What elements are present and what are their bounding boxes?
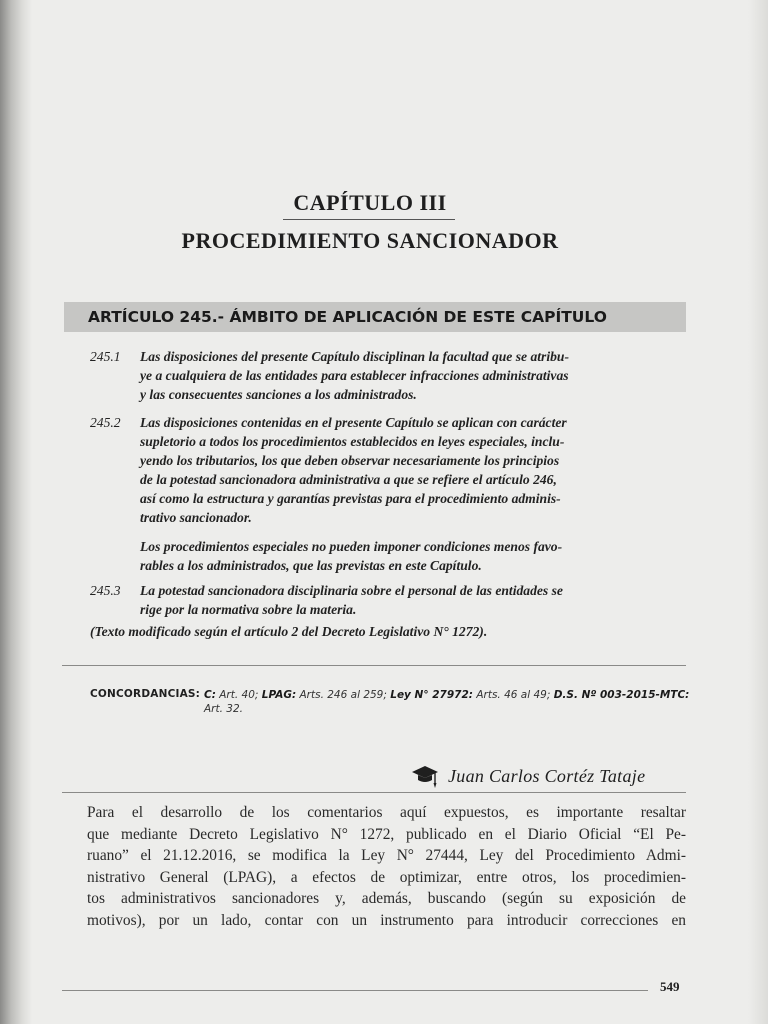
commentary-line: que mediante Decreto Legislativo N° 1272, publicado en el Diario Oficial “El Pe-: [87, 825, 686, 843]
paragraph-number: 245.2: [90, 415, 121, 430]
paragraph-line: de la potestad sancionadora administrativa a que se refiere el artículo 246,: [140, 472, 557, 487]
paragraph-body: [140, 537, 686, 575]
paragraph-245-1: [90, 347, 686, 404]
paragraph-245-3: [90, 581, 686, 619]
paragraph-line: así como la estructura y garantías previstas para el procedimiento adminis-: [140, 491, 561, 506]
page-number: 549: [660, 979, 680, 994]
footer-divider: [62, 990, 648, 991]
paragraph-line: yendo los tributarios, los que deben observar necesariamente los principios: [140, 453, 560, 468]
paragraph-line: supletorio a todos los procedimientos establecidos en leyes especiales, inclu-: [140, 434, 565, 449]
paragraph-body: [140, 347, 686, 404]
paragraph-line: ye a cualquiera de las entidades para establecer infracciones administrativas: [140, 368, 569, 383]
paragraph-line: Las disposiciones contenidas en el presente Capítulo se aplican con carácter: [140, 415, 567, 430]
author-name: Juan Carlos Cortéz Tataje: [448, 766, 646, 786]
paragraph-line: Los procedimientos especiales no pueden imponer condiciones menos favo-: [140, 539, 563, 554]
paragraph-245-2-continuation: [90, 537, 686, 575]
concordancias-label: CONCORDANCIAS:: [90, 688, 201, 700]
modification-note: (Texto modificado según el artículo 2 del Decreto Legislativo N° 1272).: [90, 624, 488, 639]
paragraph-number: 245.3: [90, 583, 121, 598]
binding-shadow: [0, 0, 32, 1024]
concordancia-text: Arts. 246 al 259;: [296, 689, 391, 701]
article-title: ARTÍCULO 245.- ÁMBITO DE APLICACIÓN DE ESTE CAPÍTULO: [88, 308, 607, 326]
commentary-line: ruano” el 21.12.2016, se modifica la Ley N° 27444, Ley del Procedimiento Admi-: [87, 847, 686, 865]
concordancia-ref: LPAG:: [261, 689, 297, 701]
concordancia-ref: Ley N° 27972:: [390, 689, 473, 701]
commentary-line: tos administrativos sancionadores y, además, buscando (según su exposición de: [87, 890, 686, 908]
concordancia-ref: C:: [204, 689, 216, 701]
concordancias-text: [204, 688, 694, 716]
commentary-line: [87, 802, 686, 824]
paragraph-line: rables a los administrados, que las previstas en este Capítulo.: [140, 558, 482, 573]
commentary-text: [87, 802, 686, 932]
graduation-cap-icon: [410, 764, 440, 790]
divider: [62, 665, 686, 666]
paragraph-number: 245.1: [90, 349, 121, 364]
paragraph-line: Las disposiciones del presente Capítulo disciplinan la facultad que se atribu-: [140, 349, 569, 364]
paragraph-line: trativo sancionador.: [140, 510, 252, 525]
paragraph-line: rige por la normativa sobre la materia.: [140, 602, 357, 617]
page-edge-shade: [748, 0, 768, 1024]
paragraph-body: [140, 581, 686, 619]
chapter-title: PROCEDIMIENTO SANCIONADOR: [181, 228, 559, 253]
concordancia-text: Art. 40;: [215, 689, 262, 701]
paragraph-line: y las consecuentes sanciones a los administrados.: [140, 387, 417, 402]
paragraph-245-2: [90, 413, 686, 527]
concordancia-text: Art. 32.: [204, 703, 243, 715]
paragraph-line: La potestad sancionadora disciplinaria sobre el personal de las entidades se: [140, 583, 563, 598]
concordancia-ref: D.S. Nº 003-2015-MTC:: [553, 689, 690, 701]
chapter-underline: [283, 219, 455, 220]
commentary-line-text: Para el desarrollo de los comentarios aquí expuestos, es importante resaltar: [87, 804, 686, 821]
concordancia-text: Arts. 46 al 49;: [472, 689, 554, 701]
chapter-number: CAPÍTULO III: [293, 190, 447, 215]
paragraph-body: [140, 413, 686, 527]
commentary-line: nistrativo General (LPAG), a efectos de optimizar, entre otros, los procedimien-: [87, 868, 686, 886]
divider: [62, 792, 686, 793]
commentary-line: motivos), por un lado, contar con un instrumento para introducir correcciones en: [87, 911, 686, 929]
author-signature: [410, 764, 690, 792]
